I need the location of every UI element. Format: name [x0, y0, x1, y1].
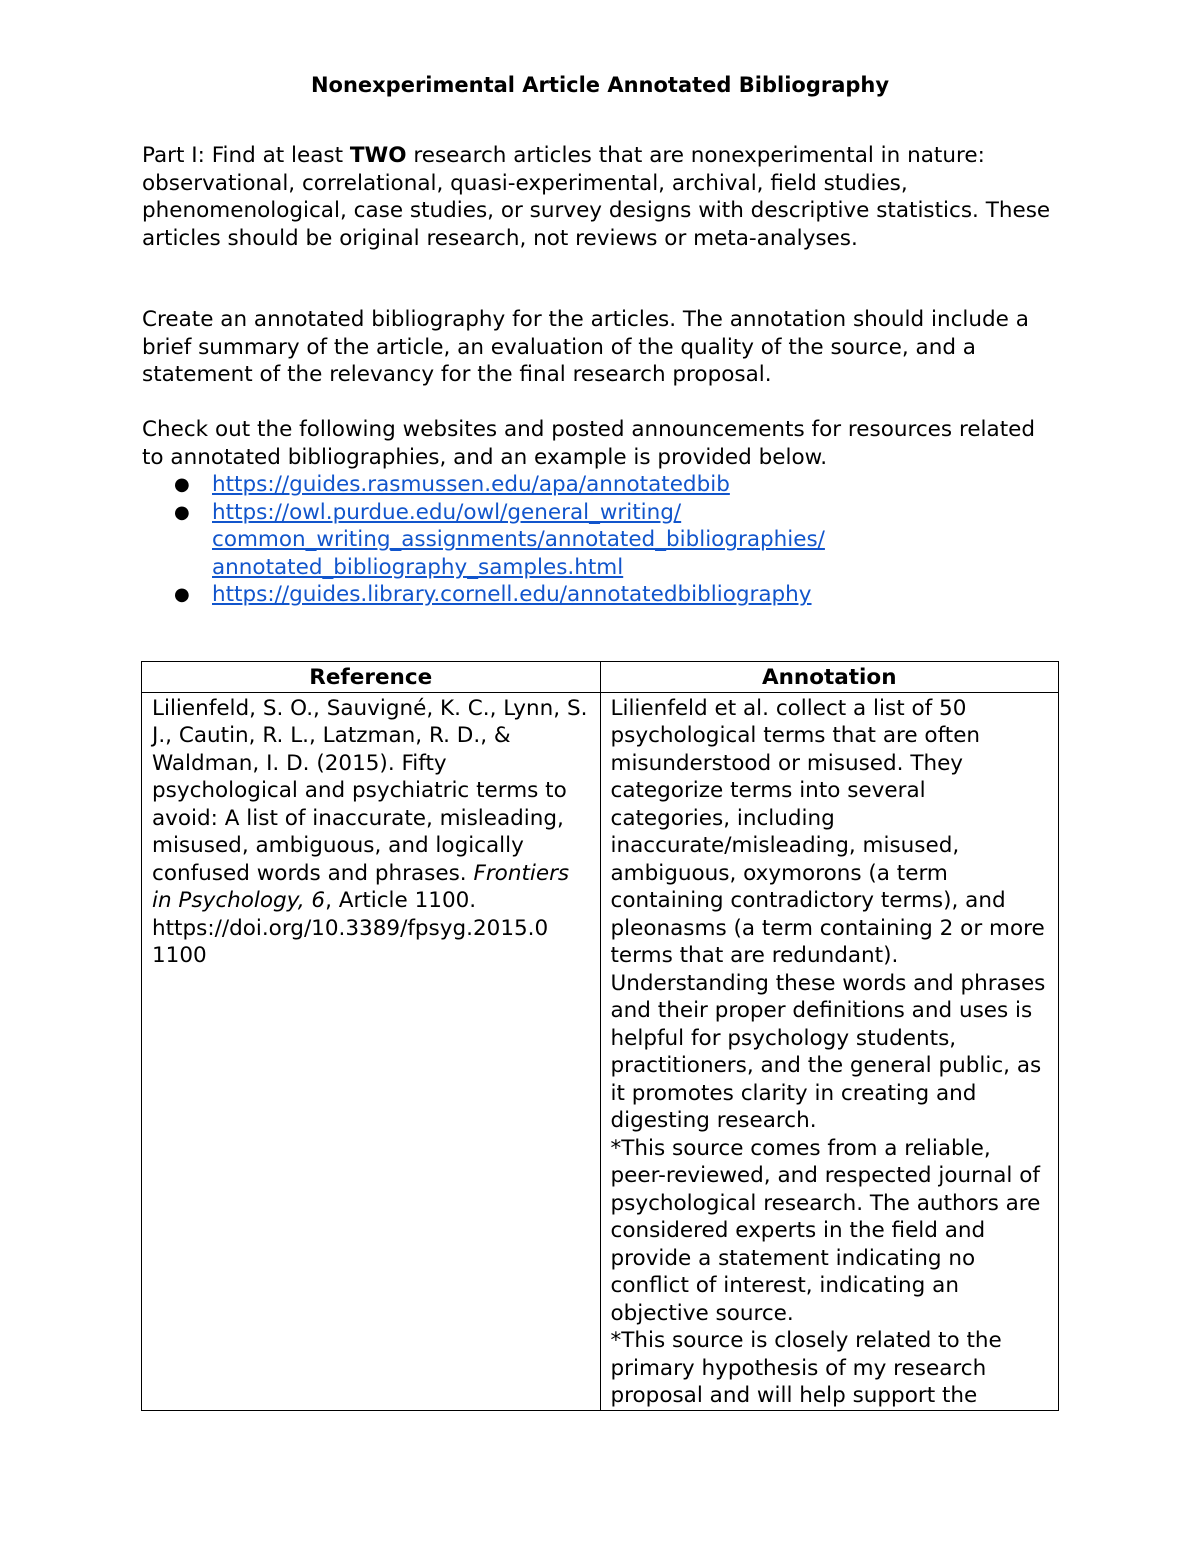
bullet-icon: ●	[174, 584, 190, 605]
annotation-relevancy: *This source is closely related to the primary hypothesis of my research proposal and will help support the	[610, 1328, 1002, 1408]
journal-title: Frontiers in Psychology, 6	[152, 860, 570, 913]
part-one-lead: Part I: Find at least	[142, 143, 350, 168]
part-one-rest: research articles that are nonexperimental in nature: observational, correlational, quasi-experimental, archival, field studies, phenomenological, case studies, or survey designs with descriptive statistics. These articles should be original research, not reviews or meta-analyses.	[142, 143, 1051, 251]
link-purdue-owl[interactable]	[212, 500, 825, 580]
resources-intro: Check out the following websites and posted announcements for resources related to annotated bibliographies, and an example is provided below.	[142, 417, 1035, 470]
resource-list-item	[142, 581, 1062, 609]
reference-column-header: Reference	[142, 662, 601, 693]
document-title: Nonexperimental Article Annotated Bibliography	[310, 73, 890, 97]
resource-link-list	[142, 471, 1062, 609]
reference-citation-text: Lilienfeld, S. O., Sauvigné, K. C., Lynn, S. J., Cautin, R. L., Latzman, R. D., & Waldman, I. D. (2015). Fifty psychological and psychiatric terms to avoid: A list of inaccurate, misleading, misused, ambiguous, and logically confused words and phrases.	[152, 695, 588, 886]
reference-doi-line-2: 1100	[152, 943, 207, 968]
annotation-cell	[600, 692, 1059, 1410]
annotation-instructions: Create an annotated bibliography for the articles. The annotation should include a brief summary of the article, an evaluation of the quality of the source, and a statement of the relevancy for the final research proposal.	[142, 307, 1029, 387]
bibliography-table	[141, 661, 1059, 1411]
resource-list-item	[142, 471, 1062, 499]
link-purdue-owl-line-1[interactable]: https://owl.purdue.edu/owl/general_writing/	[212, 499, 682, 525]
link-purdue-owl-line-2[interactable]: common_writing_assignments/annotated_bibliographies/	[212, 527, 825, 552]
table-header-row	[142, 662, 1059, 693]
annotation-quality: *This source comes from a reliable, peer-reviewed, and respected journal of psychological research. The authors are considered experts in the field and provide a statement indicating no conflict of interest, indicating an objective source.	[610, 1135, 1041, 1326]
part-one-emphasis: TWO	[349, 143, 407, 168]
link-rasmussen[interactable]: https://guides.rasmussen.edu/apa/annotatedbib	[212, 472, 730, 497]
reference-article-number: , Article 1100.	[325, 888, 477, 913]
reference-cell	[142, 692, 601, 1410]
link-cornell[interactable]: https://guides.library.cornell.edu/annotatedbibliography	[212, 582, 812, 607]
annotation-column-header: Annotation	[600, 662, 1059, 693]
table-row	[142, 692, 1059, 1410]
bullet-icon: ●	[174, 474, 190, 495]
annotation-summary: Lilienfeld et al. collect a list of 50 psychological terms that are often misunderstood or misused. They categorize terms into several categories, including inaccurate/misleading, misused, ambiguous, oxymorons (a term containing contradictory terms), and pleonasms (a term containing 2 or more terms that are redundant). Understanding these words and phrases and their proper definitions and uses is helpful for psychology students, practitioners, and the general public, as it promotes clarity in creating and digesting research.	[610, 695, 1046, 1133]
bullet-icon: ●	[174, 501, 190, 523]
link-purdue-owl-line-3[interactable]: annotated_bibliography_samples.html	[212, 554, 624, 580]
resource-list-item	[142, 499, 1062, 582]
reference-doi-line-1: https://doi.org/10.3389/fpsyg.2015.0	[152, 915, 549, 941]
part-one-instructions	[142, 142, 1062, 252]
